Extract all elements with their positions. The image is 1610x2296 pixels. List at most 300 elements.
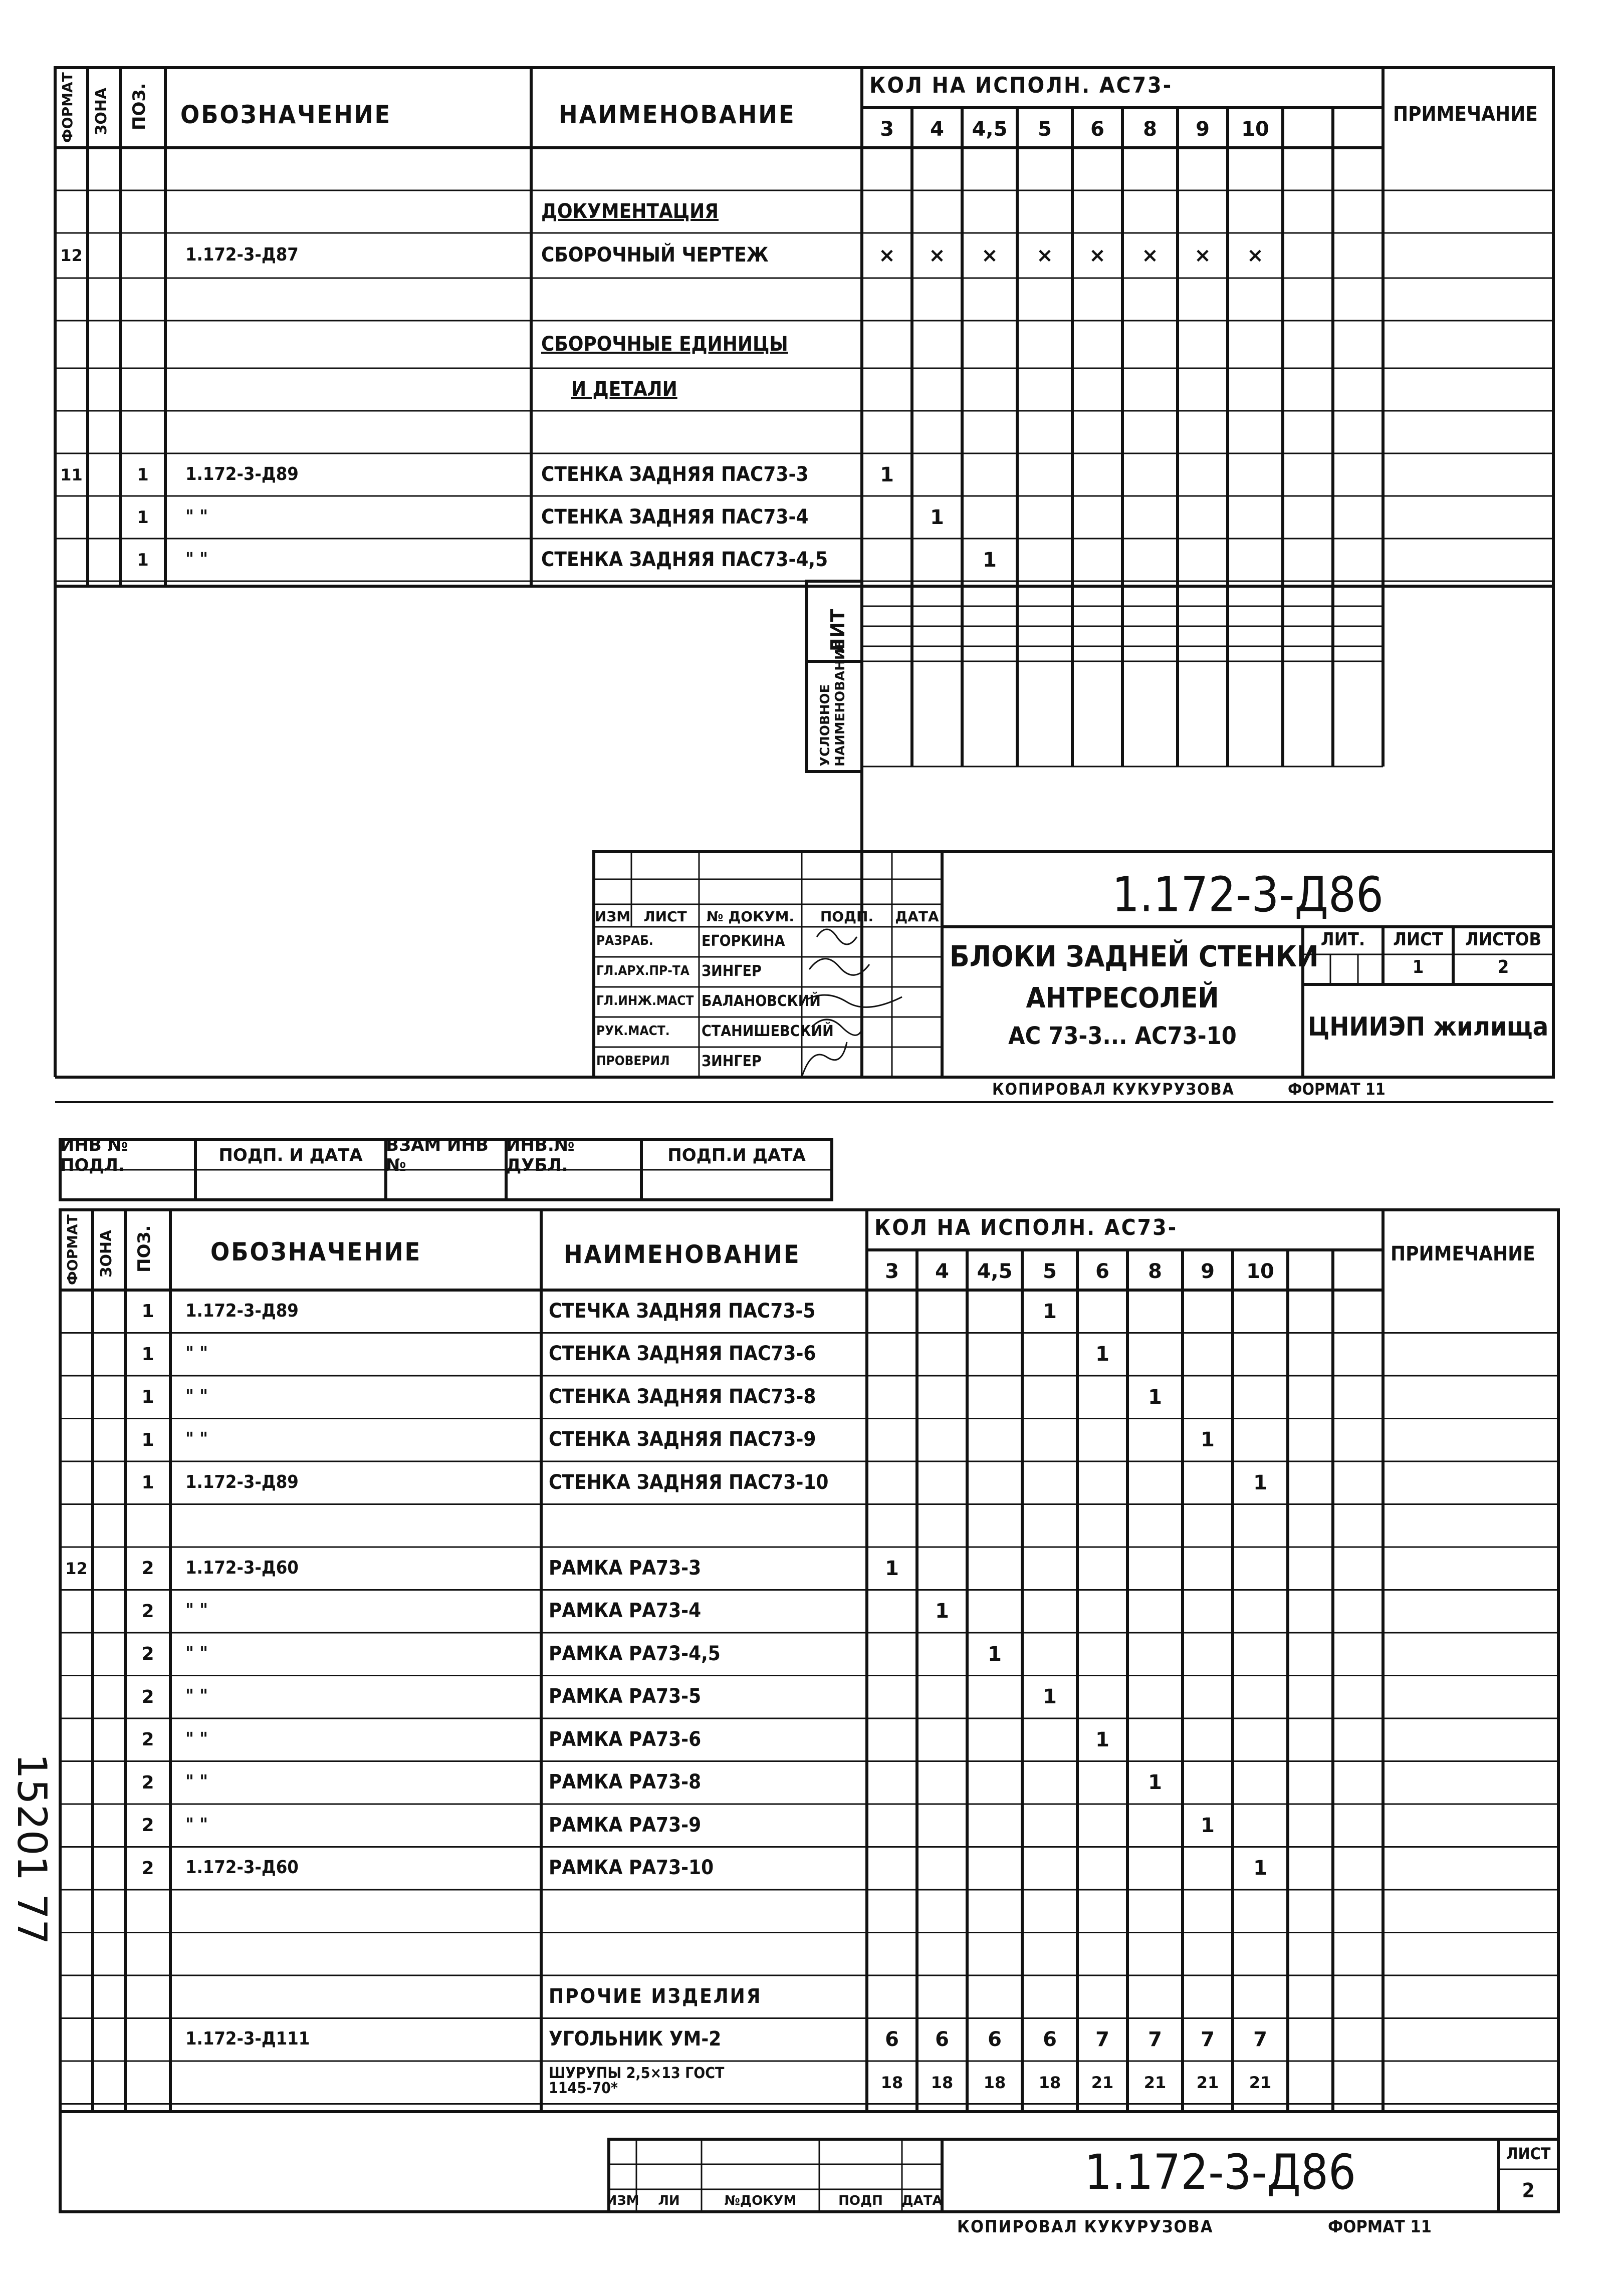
header-name: НАИМЕНОВАНИЕ: [559, 100, 796, 129]
qty-column-header: 8: [1143, 117, 1157, 141]
qty-mark: 18: [880, 2073, 903, 2092]
qty-mark: [967, 1504, 1022, 1548]
row-name: РАМКА РА73-3: [549, 1556, 702, 1580]
qty-mark: [967, 1718, 1022, 1761]
row-pos: 1: [137, 550, 149, 570]
qty-mark: [1178, 411, 1228, 453]
qty-mark: [1228, 411, 1283, 453]
qty-mark: [1077, 1676, 1127, 1719]
row-designation: " ": [185, 1686, 208, 1707]
row-name: СТЕЧКА ЗАДНЯЯ ПАС73-5: [549, 1299, 816, 1323]
qty-mark: [1183, 1290, 1233, 1333]
row-pos: 1: [137, 507, 149, 528]
qty-mark: [1183, 1975, 1233, 2018]
qty-mark: [917, 1290, 967, 1333]
qty-mark: [862, 148, 912, 190]
qty-mark: [1122, 321, 1178, 368]
qty-mark: [917, 1547, 967, 1590]
qty-column-header: [1333, 1252, 1383, 1290]
qty-mark: [1017, 190, 1072, 233]
qty-mark: [1233, 1633, 1288, 1676]
qty-column-header: 4: [930, 117, 944, 141]
qty-mark: [1228, 368, 1283, 411]
qty-mark: [1183, 1461, 1233, 1504]
format-label-2: ФОРМАТ 11: [1328, 2217, 1432, 2237]
qty-mark: [1233, 1333, 1288, 1376]
row-name: СТЕНКА ЗАДНЯЯ ПАС73-6: [549, 1342, 816, 1366]
header-format: ФОРМАТ: [59, 72, 76, 143]
qty-mark: [867, 1633, 917, 1676]
qty-mark: [1233, 1290, 1288, 1333]
row-name: СТЕНКА ЗАДНЯЯ ПАС73-8: [549, 1385, 816, 1408]
row-name: И ДЕТАЛИ: [571, 377, 677, 401]
doc-number: 1.172-3-Д86: [1112, 867, 1384, 923]
format-label: ФОРМАТ 11: [1288, 1080, 1386, 1099]
qty-mark: [1022, 1547, 1077, 1590]
qty-mark: ×: [1036, 244, 1053, 267]
row-name: СТЕНКА ЗАДНЯЯ ПАС73-4,5: [541, 548, 828, 571]
stamp-cell: ВЗАМ ИНВ №: [386, 1135, 489, 1175]
qty-mark: [1183, 1633, 1233, 1676]
signer-name: ЗИНГЕР: [702, 962, 762, 980]
qty-mark: [1183, 1547, 1233, 1590]
qty-mark: [967, 1761, 1022, 1805]
qty-mark: [1183, 1933, 1233, 1976]
qty-mark: [1228, 148, 1283, 190]
qty-mark: 1: [1095, 1343, 1109, 1366]
qty-mark: [1178, 539, 1228, 581]
qty-mark: [1127, 1590, 1183, 1633]
qty-mark: [1022, 1975, 1077, 2018]
qty-mark: [1127, 1975, 1183, 2018]
sheet-value: 1: [1412, 957, 1424, 977]
copied-by: КОПИРОВАЛ КУКУРУЗОВА: [992, 1080, 1235, 1099]
row-pos: [125, 2061, 170, 2104]
qty-mark: [1022, 1761, 1077, 1805]
qty-mark: [1077, 1547, 1127, 1590]
header2-zone: ЗОНА: [98, 1229, 115, 1278]
qty-mark: 18: [983, 2073, 1006, 2092]
qty-mark: [862, 411, 912, 453]
row-pos: 2: [141, 1644, 154, 1665]
qty-mark: [1183, 1333, 1233, 1376]
row-pos: 1: [141, 1472, 154, 1493]
qty-mark: [1022, 1718, 1077, 1761]
header-qty-title: КОЛ НА ИСПОЛН. АС73-: [869, 73, 1173, 98]
row-pos: [120, 321, 165, 368]
row-name: СТЕНКА ЗАДНЯЯ ПАС73-3: [541, 462, 809, 486]
row-format: [60, 1847, 93, 1890]
row-format: [60, 1290, 93, 1333]
qty-mark: [1072, 496, 1122, 539]
qty-mark: [967, 1290, 1022, 1333]
qty-mark: [912, 411, 962, 453]
qty-mark: [1077, 1419, 1127, 1462]
header2-note: ПРИМЕЧАНИЕ: [1391, 1242, 1535, 1265]
title-line-2: АНТРЕСОЛЕЙ: [1026, 982, 1219, 1014]
qty-mark: [1233, 1933, 1288, 1976]
qty-mark: [1022, 1633, 1077, 1676]
row-designation: " ": [185, 549, 208, 570]
qty-mark: [1178, 321, 1228, 368]
qty-mark: [967, 1933, 1022, 1976]
row-format: [60, 1933, 93, 1976]
qty-mark: [867, 1761, 917, 1805]
qty-column-header: 5: [1038, 117, 1052, 141]
row-name: РАМКА РА73-8: [549, 1770, 702, 1794]
qty-mark: [867, 1933, 917, 1976]
qty-mark: 7: [1253, 2028, 1267, 2052]
row-format: [60, 1461, 93, 1504]
signer-role: ГЛ.ИНЖ.МАСТ: [596, 993, 694, 1008]
qty-mark: [1022, 1504, 1077, 1548]
title-block-column: ЛИ: [658, 2193, 680, 2208]
qty-mark: [1022, 1333, 1077, 1376]
row-pos: [120, 278, 165, 321]
row-designation: 1.172-3-Д60: [185, 1857, 299, 1878]
row-pos: 2: [141, 1858, 154, 1879]
row-pos: 1: [141, 1429, 154, 1450]
row-designation: " ": [185, 1386, 208, 1407]
qty-mark: [1233, 1890, 1288, 1933]
qty-mark: 7: [1201, 2028, 1215, 2052]
row-name: РАМКА РА73-10: [549, 1856, 714, 1880]
row-pos: [125, 1933, 170, 1976]
row-format: [55, 411, 88, 453]
row-pos: [125, 1890, 170, 1933]
row-pos: 1: [141, 1387, 154, 1408]
qty-mark: [862, 278, 912, 321]
qty-mark: 1: [983, 548, 997, 572]
qty-mark: [962, 453, 1017, 496]
qty-mark: [1022, 1461, 1077, 1504]
qty-mark: [967, 1804, 1022, 1847]
row-pos: [125, 1504, 170, 1548]
qty-mark: [912, 278, 962, 321]
qty-mark: [1127, 1504, 1183, 1548]
qty-mark: [917, 1376, 967, 1419]
title-block-column: ПОДП.: [820, 908, 874, 925]
row-name: ПРОЧИЕ ИЗДЕЛИЯ: [549, 1984, 762, 2008]
qty-mark: [1077, 1590, 1127, 1633]
qty-mark: [867, 1718, 917, 1761]
qty-mark: [1017, 453, 1072, 496]
qty-mark: [1017, 321, 1072, 368]
qty-column-header: 3: [880, 117, 894, 141]
qty-mark: [1127, 1718, 1183, 1761]
signer-role: РУК.МАСТ.: [596, 1024, 670, 1039]
qty-mark: [1017, 539, 1072, 581]
qty-mark: [1022, 1376, 1077, 1419]
qty-mark: [1072, 321, 1122, 368]
qty-mark: [1178, 453, 1228, 496]
qty-mark: [867, 1975, 917, 2018]
header2-pos: ПОЗ.: [134, 1225, 154, 1272]
qty-mark: [1017, 148, 1072, 190]
title-block-column: №ДОКУМ: [724, 2193, 797, 2208]
row-name: СТЕНКА ЗАДНЯЯ ПАС73-10: [549, 1470, 829, 1494]
qty-mark: [1178, 278, 1228, 321]
row-format: [55, 278, 88, 321]
qty-mark: [1077, 1933, 1127, 1976]
qty-mark: [867, 1847, 917, 1890]
qty-mark: [867, 1419, 917, 1462]
qty-mark: 1: [1043, 1300, 1057, 1323]
qty-mark: 1: [1253, 1471, 1267, 1494]
lit-label: ЛИТ.: [1320, 929, 1365, 950]
qty-mark: [967, 1333, 1022, 1376]
qty-mark: [912, 321, 962, 368]
row-designation: " ": [185, 1600, 208, 1621]
sheets-label: ЛИСТОВ: [1465, 929, 1542, 950]
qty-mark: 1: [930, 505, 944, 529]
signer-role: ПРОВЕРИЛ: [596, 1054, 670, 1069]
qty-mark: [1228, 539, 1283, 581]
qty-column-header: 10: [1246, 1259, 1274, 1283]
qty-mark: [1233, 1504, 1288, 1548]
qty-mark: [967, 1376, 1022, 1419]
qty-mark: [1127, 1290, 1183, 1333]
qty-mark: [862, 496, 912, 539]
qty-mark: [967, 1676, 1022, 1719]
row-name: СТЕНКА ЗАДНЯЯ ПАС73-9: [549, 1428, 816, 1451]
qty-mark: [962, 368, 1017, 411]
qty-mark: [1017, 368, 1072, 411]
qty-mark: [1077, 1890, 1127, 1933]
organization: ЦНИИЭП жилища: [1307, 1012, 1549, 1042]
qty-mark: [1122, 496, 1178, 539]
qty-mark: [1072, 411, 1122, 453]
qty-mark: [1072, 368, 1122, 411]
qty-mark: [1017, 411, 1072, 453]
qty-mark: [917, 1890, 967, 1933]
qty-mark: [917, 1419, 967, 1462]
row-name: РАМКА РА73-4: [549, 1599, 702, 1623]
qty-mark: [917, 1333, 967, 1376]
qty-mark: 6: [1043, 2028, 1057, 2052]
qty-mark: [1127, 1333, 1183, 1376]
row-name: СТЕНКА ЗАДНЯЯ ПАС73-4: [541, 505, 809, 529]
qty-mark: [1183, 1890, 1233, 1933]
row-designation: 1.172-3-Д89: [185, 1300, 299, 1321]
qty-mark: 6: [935, 2028, 949, 2052]
qty-mark: [917, 1804, 967, 1847]
stamp-cell: ИНВ № ПОДЛ.: [60, 1135, 128, 1175]
qty-mark: [1122, 368, 1178, 411]
qty-mark: [867, 1376, 917, 1419]
qty-mark: 18: [1038, 2073, 1061, 2092]
row-name: РАМКА РА73-5: [549, 1685, 702, 1708]
qty-mark: [1022, 1847, 1077, 1890]
qty-column-header: [1283, 110, 1333, 148]
row-format: [55, 321, 88, 368]
qty-mark: [962, 321, 1017, 368]
qty-mark: [1072, 148, 1122, 190]
header-pos: ПОЗ.: [129, 83, 149, 130]
signer-name: СТАНИШЕВСКИЙ: [702, 1023, 834, 1040]
qty-mark: [912, 539, 962, 581]
row-format: [60, 1890, 93, 1933]
qty-mark: [1022, 1890, 1077, 1933]
doc-number-2: 1.172-3-Д86: [1084, 2144, 1356, 2200]
title-block-column: ПОДП: [838, 2193, 883, 2208]
qty-mark: [917, 1633, 967, 1676]
qty-mark: [1183, 1504, 1233, 1548]
qty-mark: [1183, 1376, 1233, 1419]
row-format: [60, 1376, 93, 1419]
qty-mark: [1127, 1933, 1183, 1976]
side-inventory-number: 15201 77: [9, 1753, 55, 1945]
row-designation: " ": [185, 1771, 208, 1793]
qty-mark: [962, 148, 1017, 190]
row-pos: [120, 368, 165, 411]
qty-mark: [967, 1975, 1022, 2018]
qty-mark: [1077, 1461, 1127, 1504]
row-name: УГОЛЬНИК УМ-2: [549, 2027, 722, 2051]
qty-mark: [967, 1547, 1022, 1590]
row-format: 12: [65, 1559, 88, 1578]
row-pos: 1: [141, 1344, 154, 1365]
qty-mark: ×: [1194, 244, 1211, 267]
qty-mark: 1: [1148, 1771, 1162, 1795]
row-format: 12: [60, 246, 83, 265]
qty-mark: [1183, 1676, 1233, 1719]
qty-mark: 21: [1196, 2073, 1219, 2092]
qty-mark: [1127, 1676, 1183, 1719]
qty-mark: [962, 278, 1017, 321]
qty-mark: [1233, 1761, 1288, 1805]
stamp-cell: ПОДП.И ДАТА: [667, 1145, 806, 1165]
qty-mark: ×: [1247, 244, 1264, 267]
qty-mark: [1072, 539, 1122, 581]
qty-mark: [1127, 1633, 1183, 1676]
qty-mark: [1122, 190, 1178, 233]
header-zone: ЗОНА: [93, 87, 110, 135]
qty-mark: ×: [1089, 244, 1106, 267]
qty-mark: [1017, 496, 1072, 539]
qty-mark: [1022, 1590, 1077, 1633]
qty-column-header: 9: [1201, 1259, 1215, 1283]
qty-mark: [1228, 190, 1283, 233]
qty-mark: [1122, 539, 1178, 581]
qty-mark: 21: [1143, 2073, 1167, 2092]
header2-designation: ОБОЗНАЧЕНИЕ: [210, 1237, 422, 1266]
signer-role: РАЗРАБ.: [596, 933, 653, 948]
qty-mark: [1233, 1547, 1288, 1590]
row-pos: [125, 2018, 170, 2062]
qty-mark: [912, 190, 962, 233]
qty-mark: [917, 1847, 967, 1890]
qty-mark: 7: [1095, 2028, 1109, 2052]
row-pos: [120, 233, 165, 278]
qty-mark: 1: [880, 463, 894, 486]
row-pos: [120, 190, 165, 233]
row-format: [55, 190, 88, 233]
title-block-column: № ДОКУМ.: [706, 908, 795, 925]
qty-mark: [967, 1461, 1022, 1504]
row-format: [60, 1718, 93, 1761]
side-label-conditional-name: УСЛОВНОЕ НАИМЕНОВАНИЕ: [818, 640, 848, 767]
sheets-value: 2: [1497, 957, 1509, 977]
row-format: [60, 1419, 93, 1462]
qty-mark: [1072, 453, 1122, 496]
qty-mark: [967, 1847, 1022, 1890]
qty-mark: [1122, 453, 1178, 496]
qty-mark: [967, 1419, 1022, 1462]
title-line-1: БЛОКИ ЗАДНЕЙ СТЕНКИ: [950, 939, 1319, 973]
qty-mark: 1: [935, 1600, 949, 1623]
qty-mark: [1077, 1376, 1127, 1419]
row-pos: 2: [141, 1686, 154, 1707]
qty-mark: [1122, 411, 1178, 453]
qty-mark: [1077, 1804, 1127, 1847]
copied-by-2: КОПИРОВАЛ КУКУРУЗОВА: [957, 2217, 1214, 2237]
row-format: [60, 1590, 93, 1633]
row-name: ШУРУПЫ 2,5×13 ГОСТ 1145-70*: [549, 2065, 725, 2097]
qty-mark: [1228, 496, 1283, 539]
qty-mark: [917, 1718, 967, 1761]
qty-column-header: 9: [1196, 117, 1210, 141]
qty-mark: [1072, 190, 1122, 233]
qty-mark: [1127, 1547, 1183, 1590]
sheet-value-2: 2: [1522, 2179, 1535, 2202]
qty-mark: ×: [878, 244, 895, 267]
qty-mark: [1233, 1376, 1288, 1419]
qty-mark: [1127, 1890, 1183, 1933]
qty-column-header: 10: [1241, 117, 1269, 141]
row-designation: 1.172-3-Д87: [185, 244, 299, 265]
qty-mark: ×: [981, 244, 998, 267]
title-block-column: ИЗМ: [594, 908, 631, 925]
qty-mark: [862, 321, 912, 368]
qty-mark: [862, 368, 912, 411]
qty-mark: [867, 1804, 917, 1847]
qty-mark: [1122, 278, 1178, 321]
title-block-column: ДАТА: [895, 908, 939, 925]
qty-mark: [862, 539, 912, 581]
stamp-cell: ИНВ.№ ДУБЛ.: [506, 1135, 575, 1175]
row-designation: " ": [185, 1343, 208, 1364]
qty-mark: 21: [1091, 2073, 1114, 2092]
qty-column-header: 8: [1148, 1259, 1162, 1283]
row-pos: 2: [141, 1729, 154, 1750]
row-format: [55, 368, 88, 411]
title-block-column: ЛИСТ: [643, 908, 687, 925]
side-label-lit: ЛИТ: [827, 609, 849, 654]
row-format: [60, 1333, 93, 1376]
qty-column-header: 4,5: [977, 1259, 1013, 1283]
row-pos: [120, 411, 165, 453]
qty-mark: [1022, 1933, 1077, 1976]
row-designation: " ": [185, 1643, 208, 1664]
row-pos: 1: [137, 464, 149, 485]
row-name: РАМКА РА73-6: [549, 1727, 702, 1751]
row-format: [60, 1676, 93, 1719]
row-designation: " ": [185, 1728, 208, 1749]
qty-mark: [1022, 1419, 1077, 1462]
qty-mark: 1: [1095, 1728, 1109, 1751]
row-name: РАМКА РА73-4,5: [549, 1642, 721, 1665]
qty-mark: 6: [988, 2028, 1002, 2052]
qty-column-header: 4: [935, 1259, 949, 1283]
qty-mark: [1077, 1504, 1127, 1548]
qty-mark: [1233, 1804, 1288, 1847]
qty-mark: [917, 1975, 967, 2018]
qty-column-header: [1333, 110, 1383, 148]
qty-mark: 18: [931, 2073, 954, 2092]
qty-mark: [1178, 148, 1228, 190]
qty-mark: [1178, 368, 1228, 411]
